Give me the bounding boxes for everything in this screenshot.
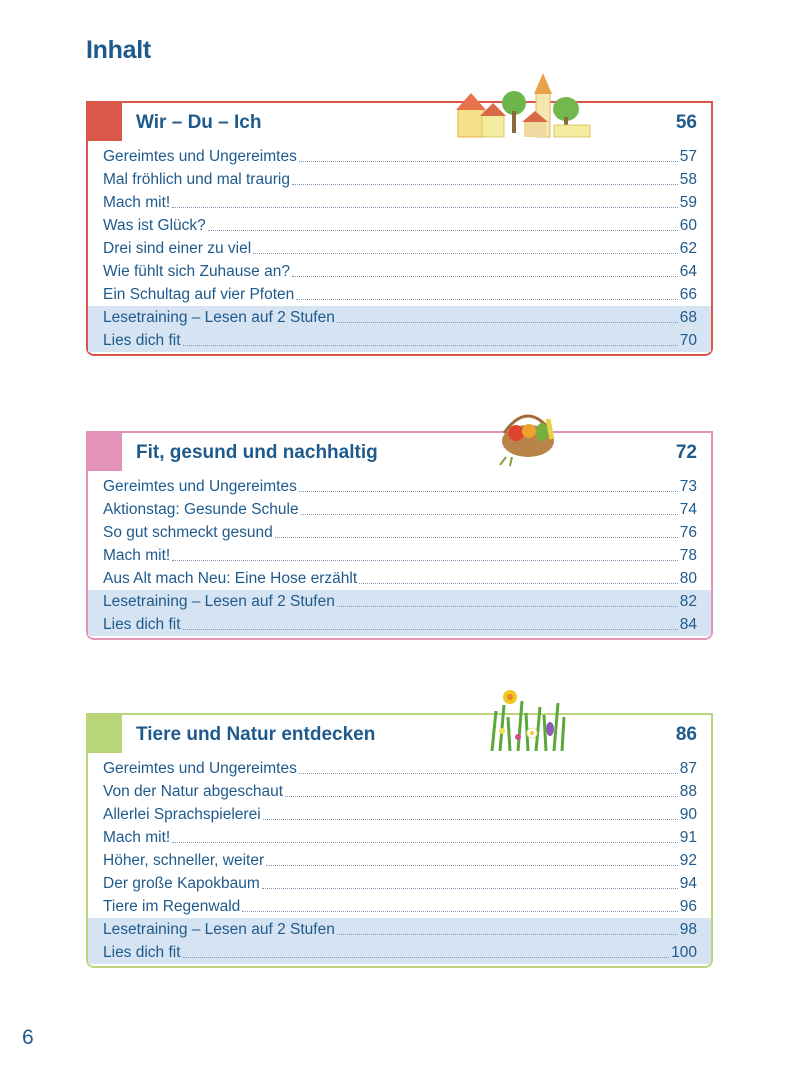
section-title: Fit, gesund und nachhaltig <box>136 442 378 463</box>
toc-entry-page: 59 <box>679 194 697 211</box>
toc-entry[interactable] <box>88 521 711 544</box>
entry-list <box>88 753 711 966</box>
toc-entry-page: 80 <box>679 570 697 587</box>
toc-leader-dots <box>183 344 678 346</box>
toc-entry-title: Der große Kapokbaum <box>103 875 260 892</box>
toc-entry-title: Mal fröhlich und mal traurig <box>103 171 290 188</box>
toc-entry[interactable] <box>88 260 711 283</box>
toc-entry[interactable] <box>88 918 711 941</box>
toc-entry-page: 87 <box>679 760 697 777</box>
toc-entry[interactable] <box>88 475 711 498</box>
toc-entry-title: Lies dich fit <box>103 332 181 349</box>
toc-leader-dots <box>292 183 678 185</box>
toc-entry-page: 62 <box>679 240 697 257</box>
section-page: 56 <box>675 112 697 133</box>
toc-entry[interactable] <box>88 283 711 306</box>
toc-entry-title: Drei sind einer zu viel <box>103 240 252 257</box>
toc-entry-title: Lesetraining – Lesen auf 2 Stufen <box>103 921 335 938</box>
toc-entry-page: 58 <box>679 171 697 188</box>
toc-entry[interactable] <box>88 567 711 590</box>
toc-entry-title: Lesetraining – Lesen auf 2 Stufen <box>103 309 335 326</box>
toc-entry[interactable] <box>88 803 711 826</box>
toc-entry-page: 74 <box>679 501 697 518</box>
toc-entry-title: Höher, schneller, weiter <box>103 852 265 869</box>
section-title: Wir – Du – Ich <box>136 112 262 133</box>
toc-entry-page: 90 <box>679 806 697 823</box>
toc-entry[interactable] <box>88 895 711 918</box>
toc-entry-page: 94 <box>679 875 697 892</box>
section-tiere-natur <box>86 713 713 968</box>
section-header[interactable] <box>88 715 711 753</box>
toc-entry-title: Was ist Glück? <box>103 217 206 234</box>
toc-entry-title: Gereimtes und Ungereimtes <box>103 478 297 495</box>
toc-entry-title: Von der Natur abgeschaut <box>103 783 284 800</box>
toc-entry-page: 100 <box>671 944 697 961</box>
section-page: 72 <box>675 442 697 463</box>
toc-entry-title: Wie fühlt sich Zuhause an? <box>103 263 290 280</box>
toc-entry-title: Lesetraining – Lesen auf 2 Stufen <box>103 593 335 610</box>
meadow-flowers-icon <box>488 687 570 751</box>
toc-leader-dots <box>172 559 678 561</box>
vegetable-basket-icon <box>496 405 560 467</box>
toc-entry-title: Mach mit! <box>103 829 171 846</box>
toc-leader-dots <box>337 321 678 323</box>
toc-entry-title: Aktionstag: Gesunde Schule <box>103 501 299 518</box>
toc-entry[interactable] <box>88 498 711 521</box>
toc-entry-page: 70 <box>679 332 697 349</box>
section-fit-gesund <box>86 431 713 640</box>
toc-leader-dots <box>253 252 678 254</box>
toc-entry-page: 64 <box>679 263 697 280</box>
toc-entry-title: Aus Alt mach Neu: Eine Hose erzählt <box>103 570 358 587</box>
section-wir-du-ich <box>86 101 713 356</box>
toc-entry-page: 60 <box>679 217 697 234</box>
entry-list <box>88 471 711 638</box>
toc-leader-dots <box>299 772 678 774</box>
toc-entry-page: 88 <box>679 783 697 800</box>
toc-entry-page: 96 <box>679 898 697 915</box>
toc-entry-title: Lies dich fit <box>103 616 181 633</box>
section-header[interactable] <box>88 433 711 471</box>
toc-entry[interactable] <box>88 872 711 895</box>
toc-entry[interactable] <box>88 145 711 168</box>
toc-entry[interactable] <box>88 329 711 352</box>
toc-entry-title: Gereimtes und Ungereimtes <box>103 760 297 777</box>
toc-leader-dots <box>172 841 678 843</box>
toc-entry-title: Allerlei Sprachspielerei <box>103 806 261 823</box>
toc-leader-dots <box>292 275 678 277</box>
toc-leader-dots <box>263 818 678 820</box>
page-number: 6 <box>22 1026 34 1049</box>
toc-entry-page: 82 <box>679 593 697 610</box>
toc-entry-title: Gereimtes und Ungereimtes <box>103 148 297 165</box>
toc-entry-title: Lies dich fit <box>103 944 181 961</box>
toc-entry-title: Ein Schultag auf vier Pfoten <box>103 286 295 303</box>
toc-leader-dots <box>242 910 677 912</box>
toc-entry[interactable] <box>88 590 711 613</box>
section-page: 86 <box>675 724 697 745</box>
toc-entry-title: Mach mit! <box>103 194 171 211</box>
toc-entry[interactable] <box>88 613 711 636</box>
toc-entry[interactable] <box>88 757 711 780</box>
toc-entry[interactable] <box>88 191 711 214</box>
toc-leader-dots <box>266 864 678 866</box>
toc-entry[interactable] <box>88 826 711 849</box>
toc-entry[interactable] <box>88 237 711 260</box>
toc-entry-title: Tiere im Regenwald <box>103 898 241 915</box>
toc-leader-dots <box>337 933 678 935</box>
toc-entry[interactable] <box>88 306 711 329</box>
toc-entry-page: 98 <box>679 921 697 938</box>
toc-leader-dots <box>262 887 678 889</box>
toc-entry-title: So gut schmeckt gesund <box>103 524 273 541</box>
section-header[interactable] <box>88 103 711 141</box>
toc-entry[interactable] <box>88 780 711 803</box>
toc-entry[interactable] <box>88 941 711 964</box>
toc-entry-page: 68 <box>679 309 697 326</box>
toc-entry[interactable] <box>88 214 711 237</box>
toc-leader-dots <box>301 513 678 515</box>
toc-entry[interactable] <box>88 544 711 567</box>
toc-leader-dots <box>296 298 677 300</box>
toc-leader-dots <box>208 229 678 231</box>
toc-entry-page: 78 <box>679 547 697 564</box>
toc-leader-dots <box>285 795 678 797</box>
toc-entry[interactable] <box>88 849 711 872</box>
toc-leader-dots <box>337 605 678 607</box>
toc-entry-page: 84 <box>679 616 697 633</box>
page-title: Inhalt <box>86 36 151 64</box>
toc-entry-page: 73 <box>679 478 697 495</box>
toc-leader-dots <box>172 206 678 208</box>
toc-leader-dots <box>299 160 678 162</box>
toc-entry[interactable] <box>88 168 711 191</box>
toc-entry-page: 91 <box>679 829 697 846</box>
toc-entry-page: 57 <box>679 148 697 165</box>
toc-entry-page: 66 <box>679 286 697 303</box>
toc-entry-page: 76 <box>679 524 697 541</box>
toc-leader-dots <box>183 956 670 958</box>
village-illustration-icon <box>454 73 594 139</box>
entry-list <box>88 141 711 354</box>
toc-leader-dots <box>275 536 678 538</box>
toc-entry-title: Mach mit! <box>103 547 171 564</box>
toc-entry-page: 92 <box>679 852 697 869</box>
toc-leader-dots <box>299 490 678 492</box>
toc-leader-dots <box>183 628 678 630</box>
section-title: Tiere und Natur entdecken <box>136 724 376 745</box>
toc-leader-dots <box>359 582 678 584</box>
